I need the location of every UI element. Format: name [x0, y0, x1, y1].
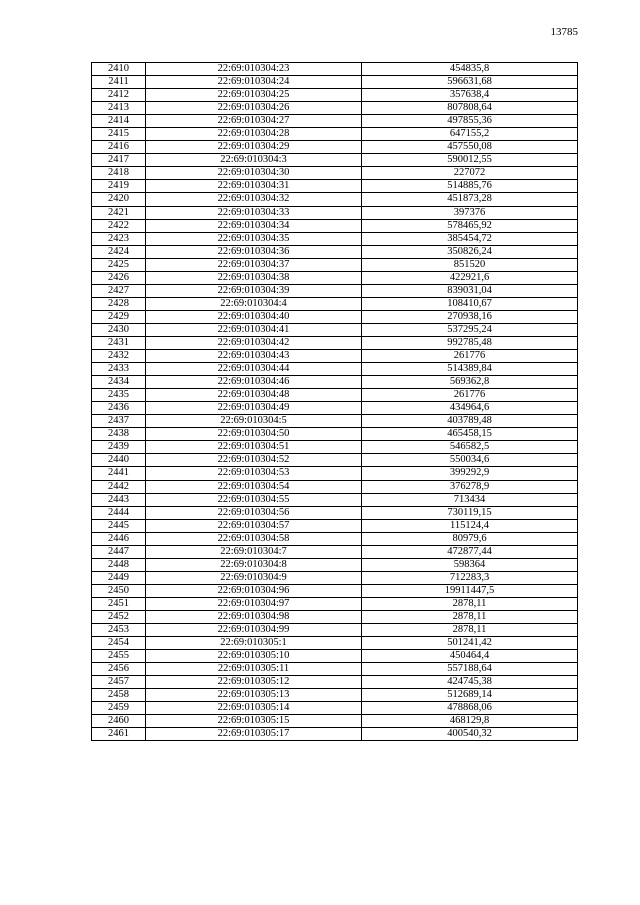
row-number-cell: 2418	[92, 167, 146, 180]
cadastral-number-cell: 22:69:010304:46	[146, 376, 362, 389]
cadastral-value-cell: 403789,48	[362, 415, 578, 428]
cadastral-value-cell: 115124,4	[362, 519, 578, 532]
row-number-cell: 2424	[92, 245, 146, 258]
row-number-cell: 2411	[92, 76, 146, 89]
cadastral-value-cell: 451873,28	[362, 193, 578, 206]
cadastral-value-cell: 537295,24	[362, 323, 578, 336]
cadastral-number-cell: 22:69:010304:98	[146, 610, 362, 623]
cadastral-number-cell: 22:69:010305:10	[146, 650, 362, 663]
cadastral-number-cell: 22:69:010305:12	[146, 676, 362, 689]
cadastral-number-cell: 22:69:010304:97	[146, 597, 362, 610]
cadastral-value-cell: 468129,8	[362, 715, 578, 728]
row-number-cell: 2441	[92, 467, 146, 480]
cadastral-number-cell: 22:69:010305:14	[146, 702, 362, 715]
table-row	[92, 350, 578, 363]
row-number-cell: 2431	[92, 336, 146, 349]
table-row	[92, 336, 578, 349]
cadastral-number-cell: 22:69:010304:24	[146, 76, 362, 89]
cadastral-number-cell: 22:69:010304:56	[146, 506, 362, 519]
cadastral-number-cell: 22:69:010305:1	[146, 637, 362, 650]
cadastral-value-table	[91, 62, 578, 741]
table-row	[92, 76, 578, 89]
row-number-cell: 2415	[92, 128, 146, 141]
cadastral-number-cell: 22:69:010304:55	[146, 493, 362, 506]
row-number-cell: 2434	[92, 376, 146, 389]
row-number-cell: 2453	[92, 624, 146, 637]
table-row	[92, 245, 578, 258]
cadastral-value-cell: 357638,4	[362, 89, 578, 102]
cadastral-number-cell: 22:69:010304:49	[146, 402, 362, 415]
cadastral-value-cell: 569362,8	[362, 376, 578, 389]
cadastral-number-cell: 22:69:010304:29	[146, 141, 362, 154]
row-number-cell: 2430	[92, 323, 146, 336]
table-row	[92, 467, 578, 480]
row-number-cell: 2435	[92, 389, 146, 402]
row-number-cell: 2449	[92, 571, 146, 584]
row-number-cell: 2451	[92, 597, 146, 610]
table-row	[92, 663, 578, 676]
cadastral-value-cell: 550034,6	[362, 454, 578, 467]
cadastral-value-cell: 261776	[362, 389, 578, 402]
cadastral-number-cell: 22:69:010304:4	[146, 297, 362, 310]
cadastral-number-cell: 22:69:010304:3	[146, 154, 362, 167]
cadastral-number-cell: 22:69:010304:99	[146, 624, 362, 637]
row-number-cell: 2414	[92, 115, 146, 128]
table-row	[92, 650, 578, 663]
table-row	[92, 63, 578, 76]
row-number-cell: 2413	[92, 102, 146, 115]
row-number-cell: 2425	[92, 258, 146, 271]
row-number-cell: 2426	[92, 271, 146, 284]
row-number-cell: 2436	[92, 402, 146, 415]
cadastral-value-cell: 465458,15	[362, 428, 578, 441]
cadastral-value-cell: 647155,2	[362, 128, 578, 141]
cadastral-number-cell: 22:69:010304:31	[146, 180, 362, 193]
cadastral-value-cell: 807808,64	[362, 102, 578, 115]
cadastral-number-cell: 22:69:010304:7	[146, 545, 362, 558]
row-number-cell: 2423	[92, 232, 146, 245]
row-number-cell: 2420	[92, 193, 146, 206]
cadastral-number-cell: 22:69:010304:36	[146, 245, 362, 258]
cadastral-value-cell: 80979,6	[362, 532, 578, 545]
cadastral-number-cell: 22:69:010305:15	[146, 715, 362, 728]
cadastral-value-cell: 478868,06	[362, 702, 578, 715]
table-row	[92, 102, 578, 115]
table-row	[92, 297, 578, 310]
table-row	[92, 206, 578, 219]
cadastral-number-cell: 22:69:010304:48	[146, 389, 362, 402]
cadastral-value-cell: 400540,32	[362, 728, 578, 741]
cadastral-value-cell: 497855,36	[362, 115, 578, 128]
table-row	[92, 584, 578, 597]
table-row	[92, 115, 578, 128]
cadastral-number-cell: 22:69:010304:8	[146, 558, 362, 571]
row-number-cell: 2429	[92, 310, 146, 323]
table-row	[92, 545, 578, 558]
cadastral-value-cell: 546582,5	[362, 441, 578, 454]
table-row	[92, 702, 578, 715]
table-row	[92, 141, 578, 154]
row-number-cell: 2454	[92, 637, 146, 650]
table-row	[92, 441, 578, 454]
cadastral-value-cell: 422921,6	[362, 271, 578, 284]
table-row	[92, 493, 578, 506]
row-number-cell: 2438	[92, 428, 146, 441]
cadastral-value-cell: 514389,84	[362, 363, 578, 376]
cadastral-number-cell: 22:69:010304:5	[146, 415, 362, 428]
table-row	[92, 597, 578, 610]
table-row	[92, 258, 578, 271]
row-number-cell: 2444	[92, 506, 146, 519]
row-number-cell: 2432	[92, 350, 146, 363]
row-number-cell: 2419	[92, 180, 146, 193]
table-row	[92, 506, 578, 519]
cadastral-value-cell: 590012,55	[362, 154, 578, 167]
cadastral-number-cell: 22:69:010304:27	[146, 115, 362, 128]
table-row	[92, 637, 578, 650]
row-number-cell: 2417	[92, 154, 146, 167]
cadastral-value-cell: 557188,64	[362, 663, 578, 676]
table-row	[92, 271, 578, 284]
cadastral-value-cell: 450464,4	[362, 650, 578, 663]
cadastral-value-cell: 2878,11	[362, 624, 578, 637]
cadastral-value-cell: 397376	[362, 206, 578, 219]
cadastral-value-cell: 712283,3	[362, 571, 578, 584]
table-row	[92, 89, 578, 102]
cadastral-number-cell: 22:69:010304:25	[146, 89, 362, 102]
row-number-cell: 2456	[92, 663, 146, 676]
cadastral-value-cell: 376278,9	[362, 480, 578, 493]
cadastral-number-cell: 22:69:010304:9	[146, 571, 362, 584]
row-number-cell: 2457	[92, 676, 146, 689]
row-number-cell: 2428	[92, 297, 146, 310]
cadastral-number-cell: 22:69:010304:40	[146, 310, 362, 323]
cadastral-value-cell: 501241,42	[362, 637, 578, 650]
table-row	[92, 232, 578, 245]
row-number-cell: 2446	[92, 532, 146, 545]
cadastral-number-cell: 22:69:010304:96	[146, 584, 362, 597]
cadastral-value-cell: 851520	[362, 258, 578, 271]
cadastral-number-cell: 22:69:010304:23	[146, 63, 362, 76]
cadastral-value-cell: 2878,11	[362, 610, 578, 623]
table-row	[92, 480, 578, 493]
cadastral-number-cell: 22:69:010304:39	[146, 284, 362, 297]
table-row	[92, 715, 578, 728]
table-row	[92, 167, 578, 180]
table-row	[92, 571, 578, 584]
cadastral-value-cell: 270938,16	[362, 310, 578, 323]
cadastral-value-cell: 434964,6	[362, 402, 578, 415]
cadastral-value-cell: 514885,76	[362, 180, 578, 193]
cadastral-number-cell: 22:69:010304:41	[146, 323, 362, 336]
cadastral-value-cell: 399292,9	[362, 467, 578, 480]
table-row	[92, 310, 578, 323]
row-number-cell: 2416	[92, 141, 146, 154]
row-number-cell: 2455	[92, 650, 146, 663]
cadastral-number-cell: 22:69:010304:34	[146, 219, 362, 232]
table-row	[92, 532, 578, 545]
cadastral-number-cell: 22:69:010304:30	[146, 167, 362, 180]
cadastral-number-cell: 22:69:010304:54	[146, 480, 362, 493]
cadastral-number-cell: 22:69:010305:13	[146, 689, 362, 702]
row-number-cell: 2427	[92, 284, 146, 297]
row-number-cell: 2412	[92, 89, 146, 102]
table-row	[92, 284, 578, 297]
row-number-cell: 2458	[92, 689, 146, 702]
table-row	[92, 193, 578, 206]
table-row	[92, 154, 578, 167]
cadastral-value-cell: 596631,68	[362, 76, 578, 89]
cadastral-number-cell: 22:69:010304:33	[146, 206, 362, 219]
table-body	[92, 63, 578, 741]
cadastral-value-cell: 108410,67	[362, 297, 578, 310]
cadastral-value-cell: 2878,11	[362, 597, 578, 610]
table-row	[92, 728, 578, 741]
table-row	[92, 415, 578, 428]
table-row	[92, 676, 578, 689]
cadastral-value-cell: 472877,44	[362, 545, 578, 558]
row-number-cell: 2442	[92, 480, 146, 493]
cadastral-value-cell: 227072	[362, 167, 578, 180]
page-number: 13785	[550, 26, 578, 38]
table-row	[92, 610, 578, 623]
table-row	[92, 128, 578, 141]
cadastral-number-cell: 22:69:010304:26	[146, 102, 362, 115]
cadastral-number-cell: 22:69:010304:53	[146, 467, 362, 480]
cadastral-number-cell: 22:69:010304:32	[146, 193, 362, 206]
table-row	[92, 389, 578, 402]
table-row	[92, 376, 578, 389]
table-row	[92, 219, 578, 232]
cadastral-number-cell: 22:69:010304:28	[146, 128, 362, 141]
table-row	[92, 180, 578, 193]
table-row	[92, 428, 578, 441]
cadastral-number-cell: 22:69:010304:44	[146, 363, 362, 376]
cadastral-number-cell: 22:69:010304:37	[146, 258, 362, 271]
cadastral-value-cell: 19911447,5	[362, 584, 578, 597]
cadastral-value-cell: 512689,14	[362, 689, 578, 702]
table-row	[92, 519, 578, 532]
cadastral-value-cell: 578465,92	[362, 219, 578, 232]
cadastral-value-cell: 350826,24	[362, 245, 578, 258]
table-row	[92, 558, 578, 571]
row-number-cell: 2437	[92, 415, 146, 428]
table-row	[92, 323, 578, 336]
row-number-cell: 2461	[92, 728, 146, 741]
cadastral-number-cell: 22:69:010304:57	[146, 519, 362, 532]
row-number-cell: 2433	[92, 363, 146, 376]
row-number-cell: 2439	[92, 441, 146, 454]
cadastral-number-cell: 22:69:010304:35	[146, 232, 362, 245]
cadastral-value-cell: 839031,04	[362, 284, 578, 297]
row-number-cell: 2452	[92, 610, 146, 623]
cadastral-value-cell: 454835,8	[362, 63, 578, 76]
cadastral-value-cell: 992785,48	[362, 336, 578, 349]
cadastral-value-cell: 457550,08	[362, 141, 578, 154]
row-number-cell: 2422	[92, 219, 146, 232]
cadastral-value-cell: 713434	[362, 493, 578, 506]
table-row	[92, 624, 578, 637]
table-row	[92, 689, 578, 702]
cadastral-number-cell: 22:69:010304:50	[146, 428, 362, 441]
cadastral-number-cell: 22:69:010305:11	[146, 663, 362, 676]
row-number-cell: 2447	[92, 545, 146, 558]
cadastral-number-cell: 22:69:010304:38	[146, 271, 362, 284]
cadastral-value-cell: 385454,72	[362, 232, 578, 245]
row-number-cell: 2410	[92, 63, 146, 76]
table-row	[92, 363, 578, 376]
row-number-cell: 2459	[92, 702, 146, 715]
cadastral-value-cell: 261776	[362, 350, 578, 363]
cadastral-value-cell: 424745,38	[362, 676, 578, 689]
cadastral-value-cell: 598364	[362, 558, 578, 571]
row-number-cell: 2448	[92, 558, 146, 571]
row-number-cell: 2445	[92, 519, 146, 532]
cadastral-number-cell: 22:69:010305:17	[146, 728, 362, 741]
cadastral-number-cell: 22:69:010304:51	[146, 441, 362, 454]
cadastral-number-cell: 22:69:010304:52	[146, 454, 362, 467]
row-number-cell: 2440	[92, 454, 146, 467]
row-number-cell: 2443	[92, 493, 146, 506]
row-number-cell: 2421	[92, 206, 146, 219]
cadastral-number-cell: 22:69:010304:43	[146, 350, 362, 363]
row-number-cell: 2460	[92, 715, 146, 728]
cadastral-number-cell: 22:69:010304:58	[146, 532, 362, 545]
cadastral-value-cell: 730119,15	[362, 506, 578, 519]
row-number-cell: 2450	[92, 584, 146, 597]
cadastral-number-cell: 22:69:010304:42	[146, 336, 362, 349]
table-row	[92, 454, 578, 467]
table-row	[92, 402, 578, 415]
